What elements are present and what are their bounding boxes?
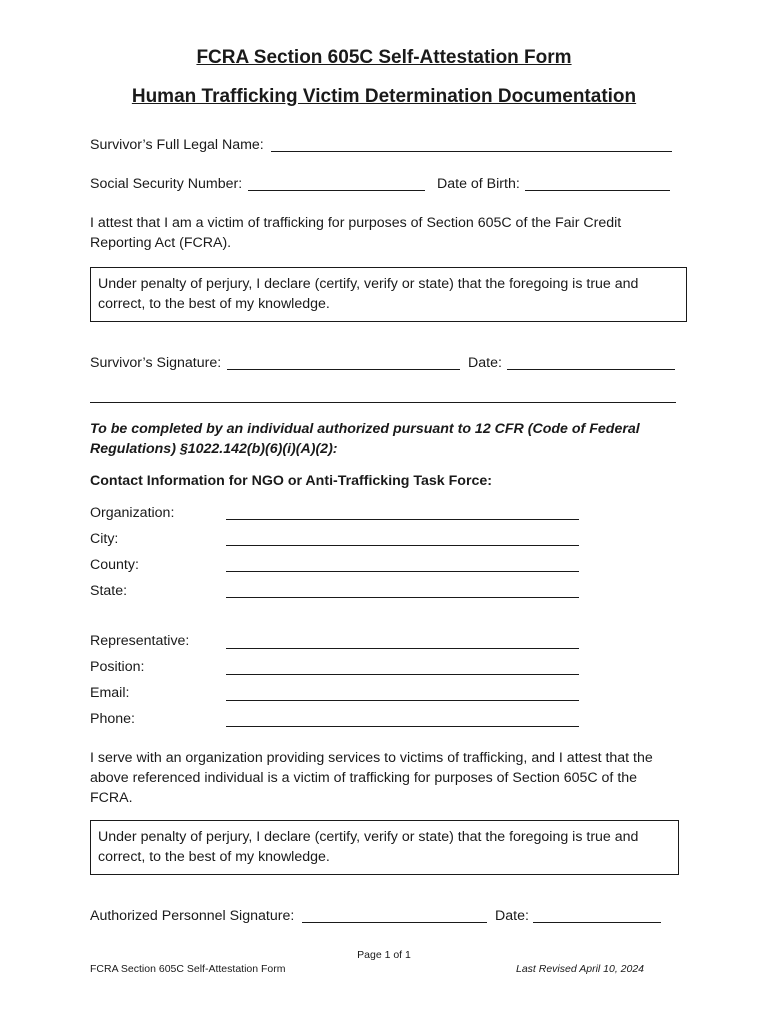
authorized-heading: To be completed by an individual authorized pursuant to 12 CFR (Code of Federal Regulations) §1022.142(b)(6)(i)(A)(2): <box>90 421 640 457</box>
personnel-signature-field[interactable] <box>302 922 487 923</box>
survivor-name-field[interactable] <box>271 151 672 152</box>
phone-label: Phone: <box>90 711 135 727</box>
organization-field[interactable] <box>226 519 579 520</box>
perjury-statement-text-2: Under penalty of perjury, I declare (certify, verify or state) that the foregoing is true and correct, to the best of my knowledge. <box>98 829 639 865</box>
county-label: County: <box>90 557 139 573</box>
attestation-text: I attest that I am a victim of trafficking for purposes of Section 605C of the Fair Credit Reporting Act (FCRA). <box>90 215 622 251</box>
perjury-statement-box-2 <box>90 820 679 875</box>
representative-label: Representative: <box>90 633 190 649</box>
survivor-date-label: Date: <box>468 355 502 371</box>
dob-field[interactable] <box>525 190 670 191</box>
form-subtitle: Human Trafficking Victim Determination Documentation <box>131 86 637 107</box>
organization-label: Organization: <box>90 505 175 521</box>
survivor-signature-field[interactable] <box>227 369 460 370</box>
city-field[interactable] <box>226 545 579 546</box>
city-label: City: <box>90 531 119 547</box>
serve-attestation-text: I serve with an organization providing services to victims of trafficking, and I attest that the above referenced individual is a victim of trafficking for purposes of Section 605C of the FCRA. <box>90 750 653 806</box>
form-title: FCRA Section 605C Self-Attestation Form <box>196 47 572 68</box>
email-label: Email: <box>90 685 130 701</box>
footer-revised-date: Last Revised April 10, 2024 <box>516 963 645 975</box>
state-field[interactable] <box>226 597 579 598</box>
perjury-statement-box <box>90 267 687 322</box>
survivor-name-label: Survivor’s Full Legal Name: <box>90 137 264 153</box>
ssn-label: Social Security Number: <box>90 176 243 192</box>
personnel-date-label: Date: <box>495 908 529 924</box>
position-label: Position: <box>90 659 145 675</box>
dob-label: Date of Birth: <box>437 176 520 192</box>
section-divider <box>90 402 676 403</box>
state-label: State: <box>90 583 128 599</box>
personnel-signature-label: Authorized Personnel Signature: <box>90 908 295 924</box>
survivor-signature-label: Survivor’s Signature: <box>90 355 222 371</box>
position-field[interactable] <box>226 674 579 675</box>
representative-field[interactable] <box>226 648 579 649</box>
perjury-statement-text: Under penalty of perjury, I declare (certify, verify or state) that the foregoing is true and correct, to the best of my knowledge. <box>98 276 639 312</box>
survivor-date-field[interactable] <box>507 369 675 370</box>
email-field[interactable] <box>226 700 579 701</box>
county-field[interactable] <box>226 571 579 572</box>
contact-heading: Contact Information for NGO or Anti-Trafficking Task Force: <box>90 473 493 489</box>
footer-form-name: FCRA Section 605C Self-Attestation Form <box>90 963 286 975</box>
page-number: Page 1 of 1 <box>357 949 411 961</box>
phone-field[interactable] <box>226 726 579 727</box>
ssn-field[interactable] <box>248 190 425 191</box>
personnel-date-field[interactable] <box>533 922 661 923</box>
